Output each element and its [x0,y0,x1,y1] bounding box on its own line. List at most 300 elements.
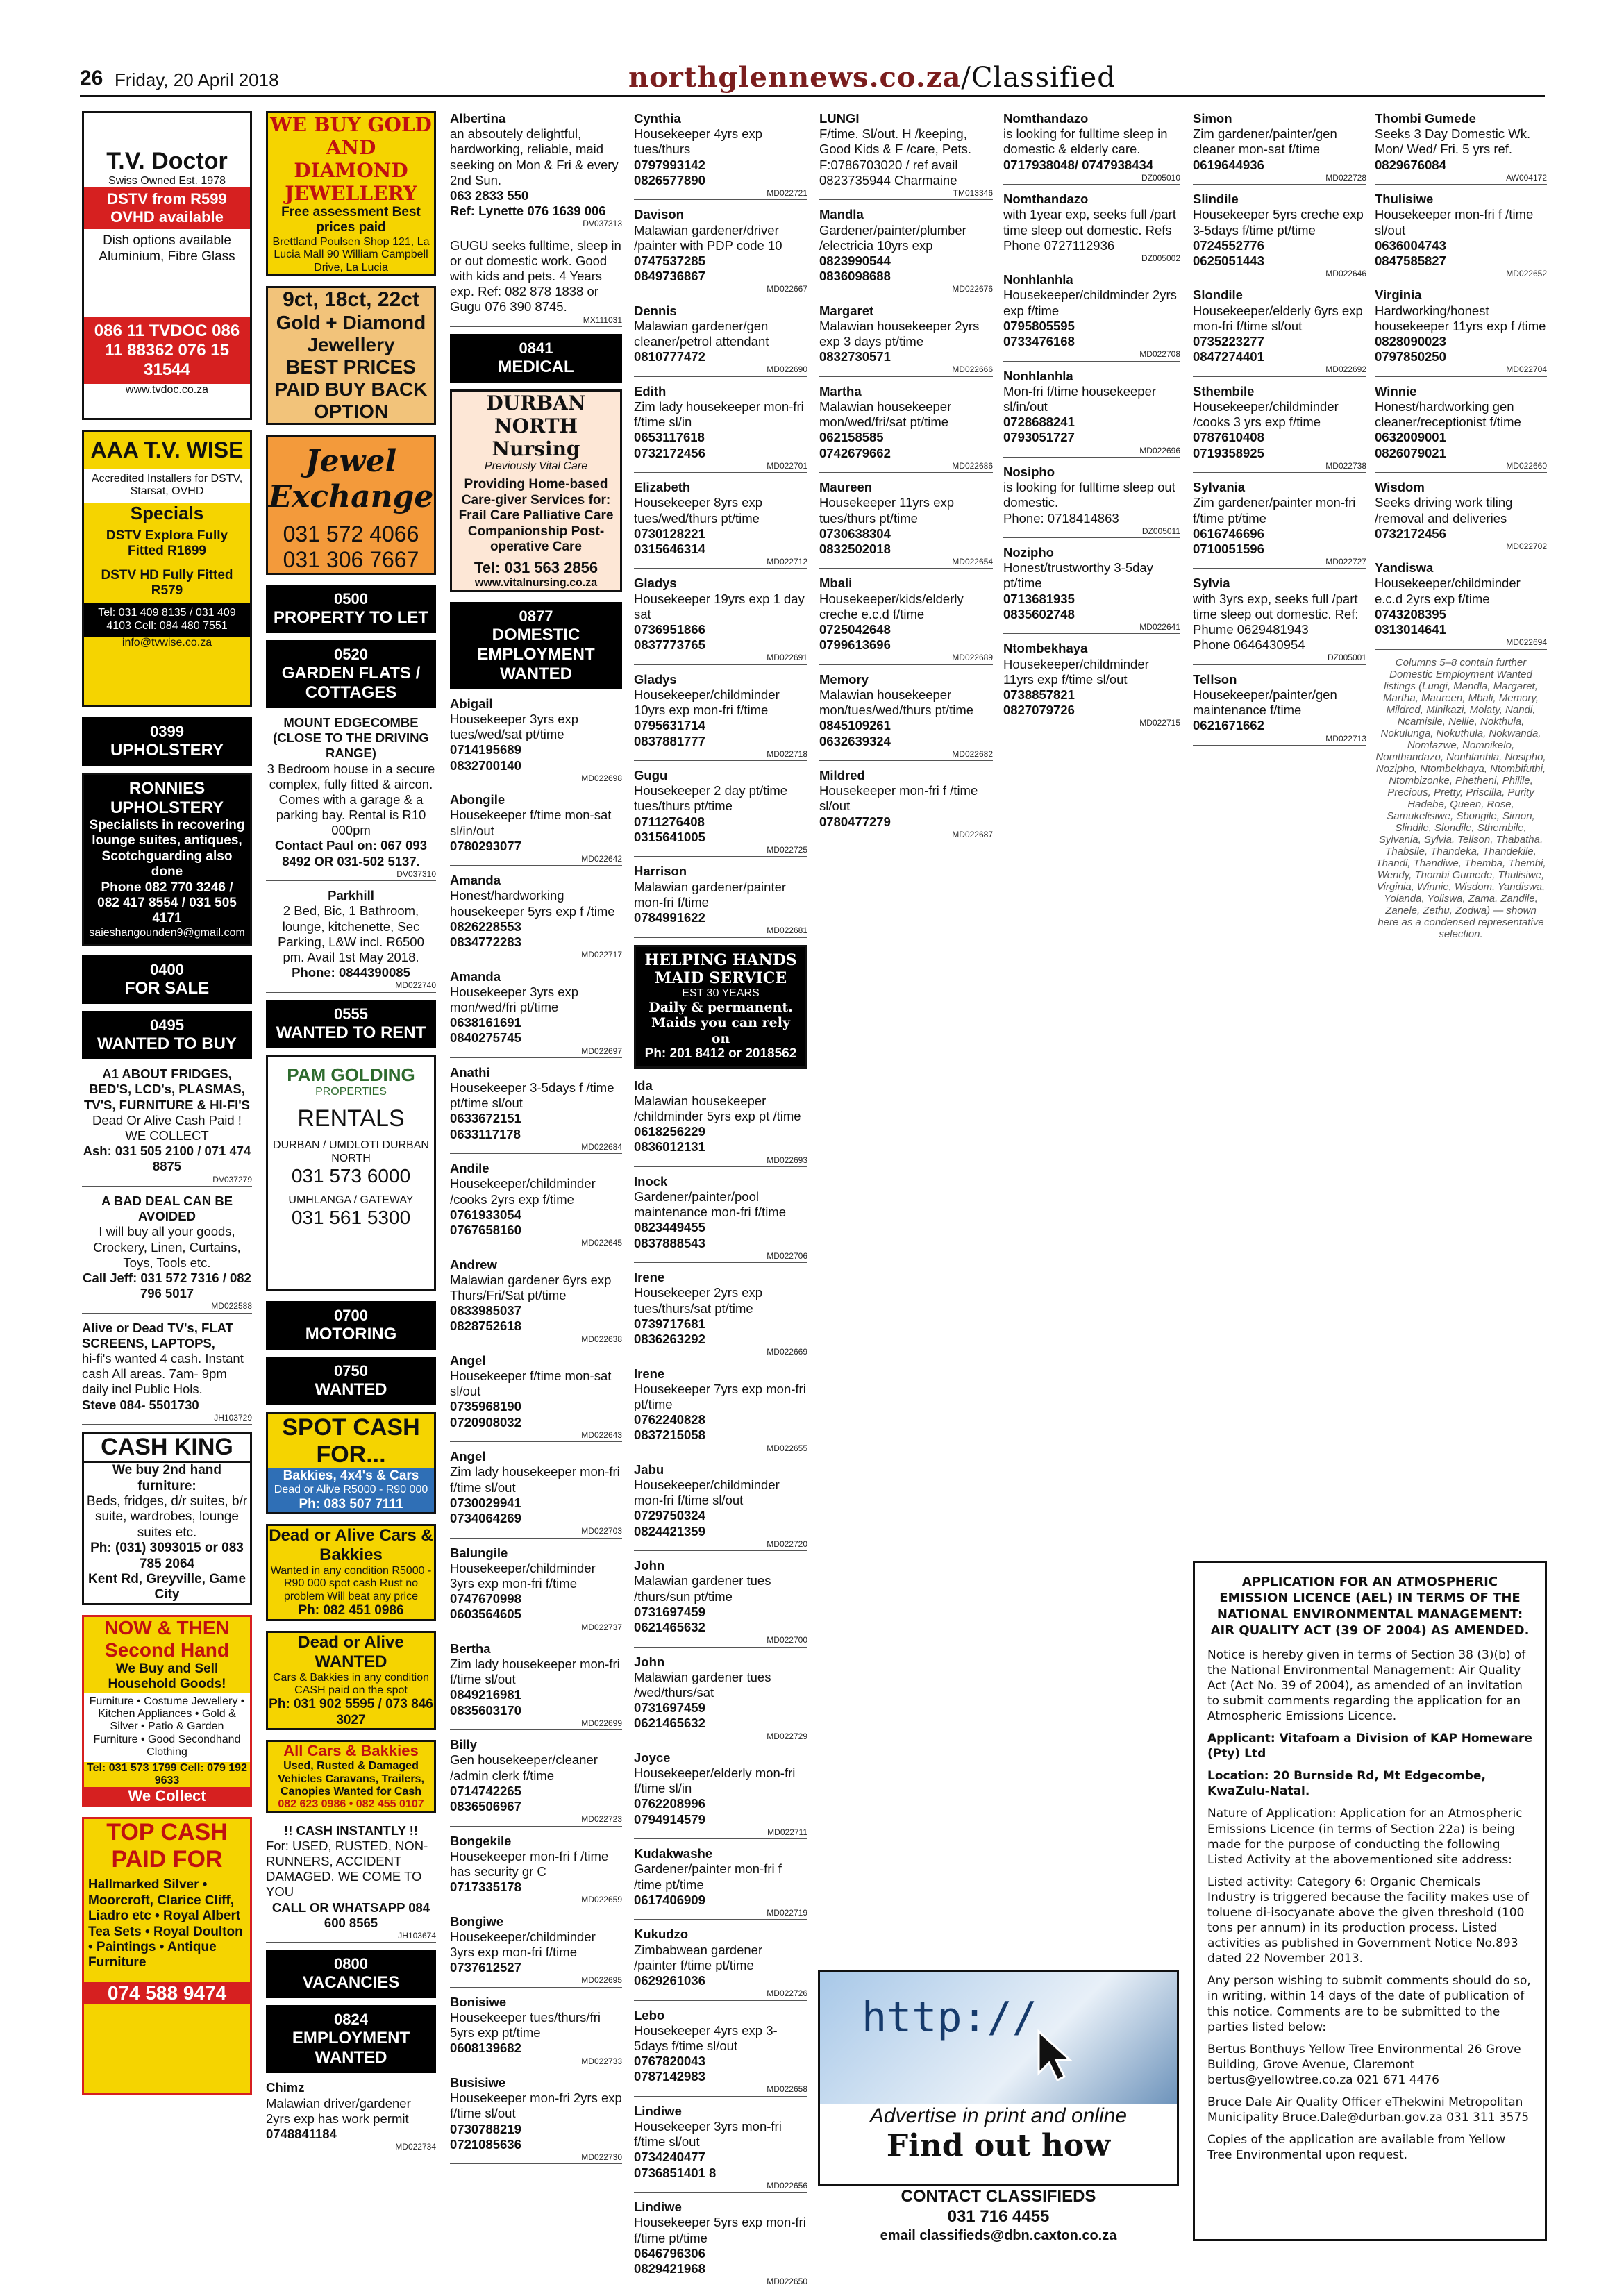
nursing-web: www.vitalnursing.co.za [474,577,598,589]
browser-graphic [820,1972,1177,2104]
gold-jewellery-ad[interactable] [266,111,436,276]
entry-line: 0621465632 [634,1716,705,1731]
list-item[interactable] [450,1737,622,1826]
list-item[interactable] [819,480,993,569]
alive-dead-tv-ad[interactable] [82,1321,252,1425]
entry-line: 0826079021 [1375,445,1446,460]
aaa-tv-wise-ad[interactable] [82,430,252,707]
parkhill-listing[interactable] [266,888,436,993]
entry-line: 0732172456 [1375,526,1446,541]
list-item[interactable] [819,111,993,200]
ad-code: MD022638 [450,1334,622,1346]
ad-code: MD022701 [634,461,807,473]
entry-line: 0747670998 [450,1591,521,1607]
list-item[interactable] [634,864,807,937]
ad-code: MD022652 [1375,269,1547,280]
helping-sub: EST 30 YEARS [682,987,760,999]
entry-ref: Ref: Lynette 076 1639 006 [450,203,606,219]
list-item[interactable] [634,1078,807,1167]
contact-email[interactable]: email classifieds@dbn.caxton.co.za [880,2227,1117,2243]
entry-line: 0632009001 [1375,430,1446,445]
entry-line: Gardener/painter/plumber /electricia 10yrs exp [819,222,966,253]
aaa-tel: Tel: 031 409 8135 / 031 409 4103 Cell: 084 480 7551 [84,603,250,637]
ad-code: MD022738 [1193,461,1366,473]
gold-addr: Brettland Poulsen Shop 121, La Lucia Mall 90 William Campbell Drive, La Lucia [272,235,430,274]
list-item[interactable] [634,1558,807,1647]
entry-line: Mon-fri f/time housekeeper sl/in/out [1003,383,1157,414]
entry-line: 0837215058 [634,1427,705,1443]
list-item[interactable] [634,480,807,569]
entry-line: 0847274401 [1193,349,1264,364]
entry-name: Simon [1193,111,1232,126]
pam-phone-1: 031 573 6000 [291,1164,411,1187]
page-date: Friday, 20 April 2018 [115,69,279,90]
list-item[interactable] [634,1654,807,1743]
entry-line: 0736851401 8 [634,2165,717,2180]
ad-code: MD022669 [634,1347,807,1359]
notice-paragraph: Notice is hereby given in terms of Section 38 (3)(b) of the National Environmental Management: Air Quality Act (Act No. 39 of 2004), as amended of an invitation to submit comments regarding the application for an Atmospheric Emissions Licence. [1207,1648,1526,1723]
column-1 [82,111,252,2104]
list-item[interactable] [1003,545,1180,634]
cash-instantly-title: !! CASH INSTANTLY !! [284,1822,418,1838]
entry-line: 0823449455 [634,1220,705,1235]
pam-golding-ad[interactable] [266,1055,436,1291]
entry-line: 0619644936 [1193,157,1264,172]
entry-name: Andrew [450,1257,497,1272]
list-item[interactable] [1375,111,1547,185]
all-cars-ad[interactable] [266,1740,436,1813]
entry-line: 0735968190 [450,1399,521,1414]
list-item[interactable] [450,1995,622,2068]
entry-line: 0724552776 [1193,237,1264,253]
ad-code: MD022650 [634,2277,807,2288]
ad-code: MD022727 [1193,557,1366,569]
list-item[interactable] [1375,480,1547,553]
ad-code: MD022699 [450,1718,622,1730]
entry-line: 0721085636 [450,2136,521,2152]
masthead[interactable] [628,61,1116,94]
entry-line: Housekeeper 11yrs exp tues/thurs pt/time [819,495,955,526]
gold-title: WE BUY GOLD AND DIAMOND JEWELLERY [270,113,432,205]
top-cash-ad[interactable] [82,1817,252,2095]
entry-line: 0608139682 [450,2041,521,2056]
entry-line: 0836263292 [634,1332,705,1346]
list-item[interactable] [1003,464,1180,538]
entry-line: 0832502018 [819,541,891,556]
entry-name: Slondile [1193,287,1243,303]
list-item[interactable] [450,1065,622,1154]
entry-line: 0636004743 [1375,237,1446,253]
list-item[interactable] [450,1545,622,1634]
entry-line: 0836506967 [450,1798,521,1813]
ad-code: MD022666 [819,364,993,376]
a1-fridges-ad[interactable] [82,1066,252,1187]
entry-name: Nonhlanhla [1003,272,1073,287]
cash-king-ad[interactable] [82,1432,252,1605]
list-item[interactable] [450,238,622,327]
ad-code: DZ005002 [1003,253,1180,265]
spot-phone: Ph: 083 507 7111 [299,1496,403,1511]
ad-code: MD022667 [634,284,807,296]
karat-line-1: 9ct, 18ct, 22ct [283,287,419,311]
list-item[interactable] [450,1834,622,1907]
nursing-body: Providing Home-based Care-giver Services for: Frail Care Palliative Care Companionship Post-operative Care [458,477,614,555]
entry-line: 0810777472 [634,349,705,364]
entry-line: Housekeeper/childminder 3yrs exp mon-fri f/time [450,1560,596,1591]
mount-edgecombe-listing[interactable] [266,715,436,881]
list-item[interactable] [450,1257,622,1346]
entry-name: Kukudzo [634,1927,689,1942]
list-item[interactable] [819,768,993,841]
entry-line: 0719358925 [1193,445,1264,460]
entry-name: Kudakwashe [634,1846,713,1861]
list-item[interactable] [1193,192,1366,280]
entry-line: Malawian gardener tues /wed/thurs/sat [634,1669,771,1700]
entry-line: 0762240828 [634,1412,705,1427]
entry-line: 0732172456 [634,445,705,460]
list-item[interactable] [634,1750,807,1839]
list-item[interactable] [819,207,993,296]
list-item[interactable] [450,792,622,866]
entry-line: Housekeeper 5yrs exp mon-fri f/time pt/time [634,2215,806,2245]
spot-cash-ad[interactable] [266,1412,436,1514]
list-item[interactable] [1375,384,1547,473]
ad-code: MD022697 [450,1046,622,1058]
entry-line: 0720908032 [450,1414,521,1430]
list-item[interactable] [450,111,622,231]
entry-name: Joyce [634,1750,671,1765]
publication-name: northglennews.co.za [628,61,962,94]
pam-area-1: DURBAN / UMDLOTI DURBAN NORTH [273,1139,429,1164]
tv-doctor-promo: DSTV from R599 OVHD available [84,187,250,229]
list-item[interactable] [634,207,807,296]
entry-line: 0625051443 [1193,253,1264,268]
advertise-online-ad[interactable] [818,1970,1179,2186]
entry-line: Malawian housekeeper 2yrs exp 3 days pt/time [819,318,980,349]
ad-code: MD022708 [1003,349,1180,361]
entry-line: 0313014641 [1375,622,1446,637]
ad-code: MD022658 [634,2084,807,2096]
entry-line: Housekeeper 5yrs creche exp 3-5days f/time pt/time [1193,207,1364,237]
list-item[interactable] [634,2008,807,2097]
entry-name: Chimz [266,2080,305,2095]
entry-name: Bertha [450,1641,491,1656]
now-then-items: Furniture • Costume Jewellery • Kitchen Appliances • Gold & Silver • Patio & Garden Furniture • Good Secondhand Clothing [84,1693,250,1762]
entry-name: Sylvania [1193,480,1246,495]
entry-line: 0845109261 [819,718,891,733]
cash-instantly-ad[interactable] [266,1823,436,1943]
entry-line: with 3yrs exp, seeks full /part time sleep out domestic. Ref: Phume 0629481943 [1193,591,1359,637]
list-item[interactable] [1193,672,1366,746]
section-title: WANTED [315,1380,387,1399]
entry-line: Housekeeper/elderly mon-fri f/time sl/in [634,1766,796,1796]
entry-line: 0847585827 [1375,253,1446,268]
list-item[interactable] [1375,192,1547,280]
entry-line: with 1year exp, seeks full /part time sleep out domestic. Refs [1003,207,1176,237]
ad-code: MD022720 [634,1539,807,1551]
section-number: 0400 [150,961,184,979]
entry-line: 0829421968 [634,2261,705,2276]
list-item[interactable] [634,1462,807,1551]
entry-line: Housekeeper 4yrs exp tues/thurs [634,126,763,157]
entry-name: John [634,1654,665,1669]
list-item[interactable] [450,1161,622,1250]
entry-name: Bonisiwe [450,1994,507,2009]
all-cars-body: Used, Rusted & Damaged Vehicles Caravans, Trailers, Canopies Wanted for Cash [278,1760,424,1798]
entry-name: Nonhlanhla [1003,368,1073,383]
ad-code: MD022682 [819,749,993,761]
list-item[interactable] [1193,480,1366,569]
entry-name: Mandla [819,207,864,222]
ad-code: MD022646 [1193,269,1366,280]
entry-name: Anathi [450,1064,490,1080]
section-number: 0500 [334,589,368,607]
karat-gold-ad[interactable] [266,286,436,425]
list-item[interactable] [450,969,622,1058]
atmospheric-emission-notice [1193,1561,1547,2241]
entry-line: 0603564605 [450,1607,521,1622]
ad-code: MD022655 [634,1443,807,1455]
spot-sub: Bakkies, 4x4's & Cars [283,1468,419,1483]
entry-name: Martha [819,383,862,399]
list-item[interactable] [634,1174,807,1263]
notice-paragraph: Listed activity: Category 6: Organic Chemicals Industry is triggered because the facility makes use of toluene di-isocyanate above the given threshold (100 tons per annum) in its production process. Listed activities as published in Government Notice No.893 dated 22 November 2013. [1207,1875,1529,1966]
entry-line: Phone 0727112936 [1003,237,1115,253]
entry-line: Housekeeper 2 day pt/time tues/thurs pt/time [634,783,788,814]
contact-title: CONTACT CLASSIFIEDS [901,2187,1096,2206]
ronnies-upholstery-ad[interactable] [82,773,252,946]
entry-line: Zim gardener/painter mon-fri f/time pt/time [1193,495,1356,526]
entry-line: 0795805595 [1003,318,1075,333]
listing-contact: Phone: 0844390085 [292,965,410,980]
entry-name: Nosipho [1003,464,1055,479]
ad-code: MD022737 [450,1623,622,1634]
helping-hands-ad[interactable] [634,945,807,1069]
cursor-icon [1035,2028,1077,2084]
section-0520 [266,640,436,708]
ad-code: MD022659 [450,1895,622,1907]
list-item[interactable] [634,111,807,200]
karat-line-3: BEST PRICES PAID BUY BACK OPTION [274,355,428,422]
section-title: VACANCIES [302,1973,400,1993]
ad-code: MD022686 [819,461,993,473]
list-item[interactable] [450,2075,622,2164]
jewel-exchange-ad[interactable] [266,435,436,575]
entry-line: 0717938048/ 0747938434 [1003,157,1154,172]
nursing-ad[interactable] [450,389,622,592]
list-item[interactable] [450,696,622,785]
entry-line: 0734064269 [450,1510,521,1525]
top-cash-phone: 074 588 9474 [84,1982,250,2004]
list-item[interactable] [819,672,993,761]
entry-line: 0828752618 [450,1318,521,1334]
find-out-how: Find out how [886,2128,1111,2163]
entry-line: 0728688241 [1003,414,1075,430]
list-item[interactable] [450,1449,622,1538]
karat-line-2: Gold + Diamond Jewellery [276,311,426,355]
now-then-ad[interactable] [82,1615,252,1808]
section-number: 0555 [334,1005,368,1023]
ad-code: MX111031 [450,315,622,327]
helping-body: Daily & permanent. Maids you can rely on [648,999,793,1046]
entry-line: 0739717681 [634,1316,705,1331]
entry-line: Housekeeper/childminder /cooks 3 yrs exp f/time [1193,399,1339,430]
section-title: EMPLOYMENT WANTED [292,2029,410,2068]
dead-alive-phone: Ph: 082 451 0986 [298,1603,404,1618]
entry-line: 0828090023 [1375,334,1446,349]
list-item[interactable] [634,303,807,377]
entry-name: Billy [450,1737,478,1752]
entry-line: 0837881777 [634,733,705,748]
section-number: 0750 [334,1361,368,1380]
entry-line: 0633117178 [450,1126,521,1141]
entry-line: 0731697459 [634,1700,705,1716]
entry-line: 0714742265 [450,1783,521,1798]
list-item[interactable] [1193,287,1366,376]
list-item[interactable] [634,2199,807,2288]
column-8 [1375,111,1547,940]
ad-code: MD022712 [634,557,807,569]
jewel-title: Jewel Exchange [268,443,434,514]
list-item[interactable] [450,1641,622,1730]
entry-line: 0734240477 [634,2150,705,2165]
entry-name: Gladys [634,671,677,687]
entry-line: 0794914579 [634,1811,705,1827]
list-item[interactable] [1193,384,1366,473]
entry-line: Hardworking/honest housekeeper 11yrs exp f /time [1375,303,1546,333]
section-0495 [82,1011,252,1059]
list-item[interactable] [1003,641,1180,730]
entry-line: F:0786703020 / ref avail 0823735944 Charmaine [819,157,958,187]
ad-code: MD022728 [1193,173,1366,185]
list-item[interactable] [634,1927,807,2000]
entry-name: Virginia [1375,287,1422,303]
ad-code: MD022711 [634,1827,807,1839]
ronnies-title: RONNIES UPHOLSTERY [110,779,224,817]
entry-name: Irene [634,1270,665,1285]
list-item[interactable] [634,1270,807,1359]
ad-code: DV037310 [266,869,436,881]
entry-line: Gardener/painter/pool maintenance mon-fri f/time [634,1189,787,1220]
entry-line: Housekeeper f/time mon-sat sl/in/out [450,807,612,838]
list-item[interactable] [1193,111,1366,185]
entry-line: 0730128221 [634,526,705,541]
entry-line: 0837773765 [634,637,705,653]
entry-line: Malawian gardener 6yrs exp Thurs/Fri/Sat pt/time [450,1272,612,1302]
entry-name: Edith [634,383,667,399]
aaa-sub: Accredited Installers for DSTV, Starsat, OVHD [84,469,250,503]
entry-line: 0797850250 [1375,349,1446,364]
pam-title: PAM GOLDING [287,1064,415,1085]
tv-doctor-ad[interactable] [82,111,252,420]
ad-code: MD022691 [634,653,807,664]
section-title: MEDICAL [498,358,574,377]
entry-name: Yandiswa [1375,560,1434,576]
list-item[interactable] [634,672,807,761]
list-item[interactable] [1003,369,1180,458]
list-item[interactable] [634,768,807,857]
list-item[interactable] [1375,560,1547,649]
list-item[interactable] [1193,576,1366,664]
entry-line: 0834772283 [450,935,521,950]
nursing-title: DURBAN NORTH Nursing [486,392,586,461]
alive-dead-contact: Steve 084- 5501730 [82,1397,199,1412]
cash-king-contact: Ph: (031) 3093015 or 083 785 2064 [90,1541,244,1571]
list-item[interactable] [819,384,993,473]
dead-alive-ad[interactable] [266,1524,436,1621]
tv-doctor-contact: 086 11 TVDOC 086 11 88362 076 15 31544 [84,317,250,384]
entry-line: 062158585 [819,430,884,445]
dead-wanted-ad[interactable] [266,1631,436,1731]
page-number: 26 [80,67,103,90]
domestic-list-col4a [634,111,807,938]
ad-code: MD022725 [634,845,807,857]
list-item[interactable] [634,384,807,473]
entry-name: Abigail [450,696,493,711]
notice-paragraph: Any person wishing to submit comments should do so, in writing, within 14 days of the date of publication of this notice. Comments are to be submitted to the parties listed below: [1207,1974,1531,2034]
entry-line: Housekeeper 7yrs exp mon-fri pt/time [634,1381,806,1411]
ad-code: MD022704 [1375,364,1547,376]
notice-title: APPLICATION FOR AN ATMOSPHERIC EMISSION LICENCE (AEL) IN TERMS OF THE NATIONAL ENVIRONMENTAL MANAGEMENT: AIR QUALITY ACT (39 OF 2004) AS AMENDED. [1210,1575,1530,1639]
list-item[interactable] [634,1366,807,1455]
entry-line: 0738857821 [1003,687,1075,702]
entry-line: Honest/hardworking housekeeper 5yrs exp f /time [450,888,615,919]
list-item[interactable] [1375,287,1547,376]
top-cash-items: Hallmarked Silver • Moorcroft, Clarice Cliff, Liadro etc • Royal Albert Tea Sets • Royal Doulton • Paintings • Antique Furniture [88,1877,243,1970]
entry-line: 0829676084 [1375,157,1446,172]
entry-line: Housekeeper 3-5days f /time pt/time sl/out [450,1080,614,1111]
entry-line: 0795631714 [634,718,705,733]
section-number: 0824 [334,2011,368,2029]
ad-code: MD022695 [450,1975,622,1987]
now-then-title: NOW & THEN Second Hand [104,1616,230,1661]
bad-deal-ad[interactable] [82,1193,252,1314]
list-item[interactable] [450,873,622,962]
contact-phone[interactable]: 031 716 4455 [947,2206,1050,2226]
list-item[interactable] [634,2104,807,2193]
list-item[interactable] [634,1846,807,1920]
ad-code: MD022730 [450,2152,622,2164]
entry-line: 0617406909 [634,1892,705,1907]
pam-rentals: RENTALS [297,1105,405,1132]
entry-line: Housekeeper 3yrs exp mon/wed/fri pt/time [450,984,579,1014]
entry-line: 0731697459 [634,1604,705,1619]
list-item[interactable] [1003,111,1180,185]
now-then-tel: Tel: 031 573 1799 Cell: 079 192 9633 [87,1761,247,1786]
list-item[interactable] [634,576,807,664]
list-item[interactable] [266,2080,436,2154]
ad-code: MD022706 [634,1251,807,1263]
list-item[interactable] [819,303,993,377]
entry-line: Seeks 3 Day Domestic Wk. Mon/ Wed/ Fri. 5 yrs ref. [1375,126,1531,157]
ad-code: MD022645 [450,1238,622,1250]
entry-line: Malawian gardener tues /thurs/sun pt/time [634,1573,771,1604]
cash-king-sub: We buy 2nd hand furniture: [112,1463,221,1493]
entry-line: Malawian gardener/painter mon-fri f/time [634,879,787,910]
entry-line: 0714195689 [450,742,521,757]
entry-line: 0835603170 [450,1702,521,1718]
entry-line: Housekeeper 3yrs exp tues/wed/sat pt/time [450,711,579,742]
notice-paragraph: Nature of Application: Application for an Atmospheric Emissions Licence (in terms of Section 22a) is being made for the purpose of conducting the following Listed Activity at the abovementioned site address: [1207,1807,1523,1867]
list-item[interactable] [1003,192,1180,265]
entry-line: Zim lady housekeeper mon-fri f/time sl/out [450,1657,620,1687]
entry-line: 0618256229 [634,1124,705,1139]
list-item[interactable] [450,1353,622,1442]
list-item[interactable] [1003,272,1180,361]
entry-line: 0633672151 [450,1111,521,1126]
list-item[interactable] [450,1914,622,1988]
list-item[interactable] [819,576,993,664]
